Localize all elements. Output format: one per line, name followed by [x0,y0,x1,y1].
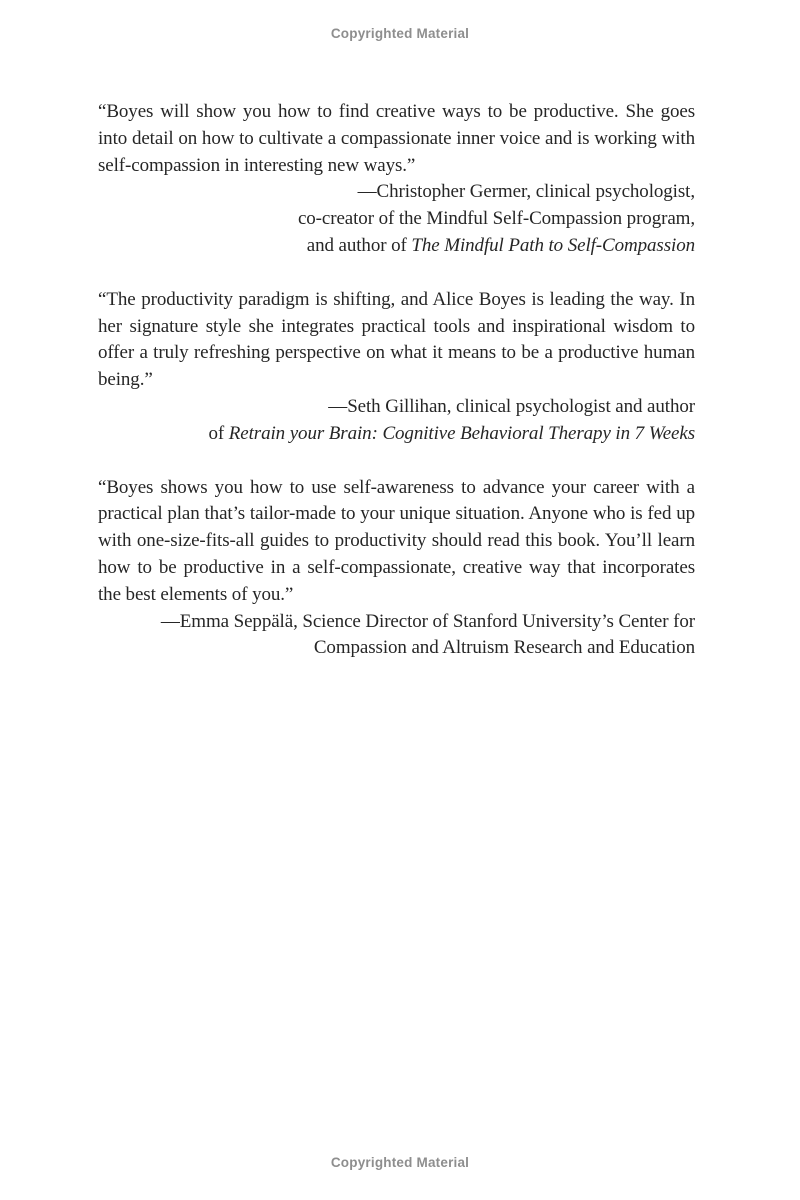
attribution-text: and author of [306,234,412,256]
book-title: Retrain your Brain: Cognitive Behavioral Therapy in 7 Weeks [228,422,695,444]
endorsement-block [98,287,695,448]
endorsement-quote: “The productivity paradigm is shifting, and Alice Boyes is leading the way. In her signature style she integrates practical tools and inspirational wisdom to offer a truly refreshing perspective on what it means to be a productive human being.” [98,288,695,391]
attribution-text: —Emma Seppälä, Science Director of Stanford University’s Center for [160,610,695,632]
endorsements-section [98,99,695,662]
book-title: The Mindful Path to Self-Compassion [411,234,695,256]
attribution-text: co-creator of the Mindful Self-Compassion program, [297,208,695,230]
attribution-text: of [208,422,229,444]
copyright-notice-bottom: Copyrighted Material [330,1155,470,1170]
endorsement-attribution [98,394,695,448]
copyright-notice-top: Copyrighted Material [330,26,470,41]
endorsement-attribution [98,179,695,259]
endorsement-attribution [98,609,695,663]
endorsement-quote: “Boyes will show you how to find creative ways to be productive. She goes into detail on how to cultivate a compassionate inner voice and is working with self-compassion in interesting new ways.” [98,101,695,176]
attribution-text: —Christopher Germer, clinical psychologist, [357,181,695,203]
endorsement-block [98,99,695,260]
endorsement-block [98,475,695,663]
attribution-text: Compassion and Altruism Research and Education [313,637,695,659]
attribution-text: —Seth Gillihan, clinical psychologist and author [328,395,695,417]
endorsement-quote: “Boyes shows you how to use self-awareness to advance your career with a practical plan that’s tailor-made to your unique situation. Anyone who is fed up with one-size-fits-all guides to productivity should read this book. You’ll learn how to be productive in a self-compassionate, creative way that incorporates the best elements of you.” [98,476,695,605]
